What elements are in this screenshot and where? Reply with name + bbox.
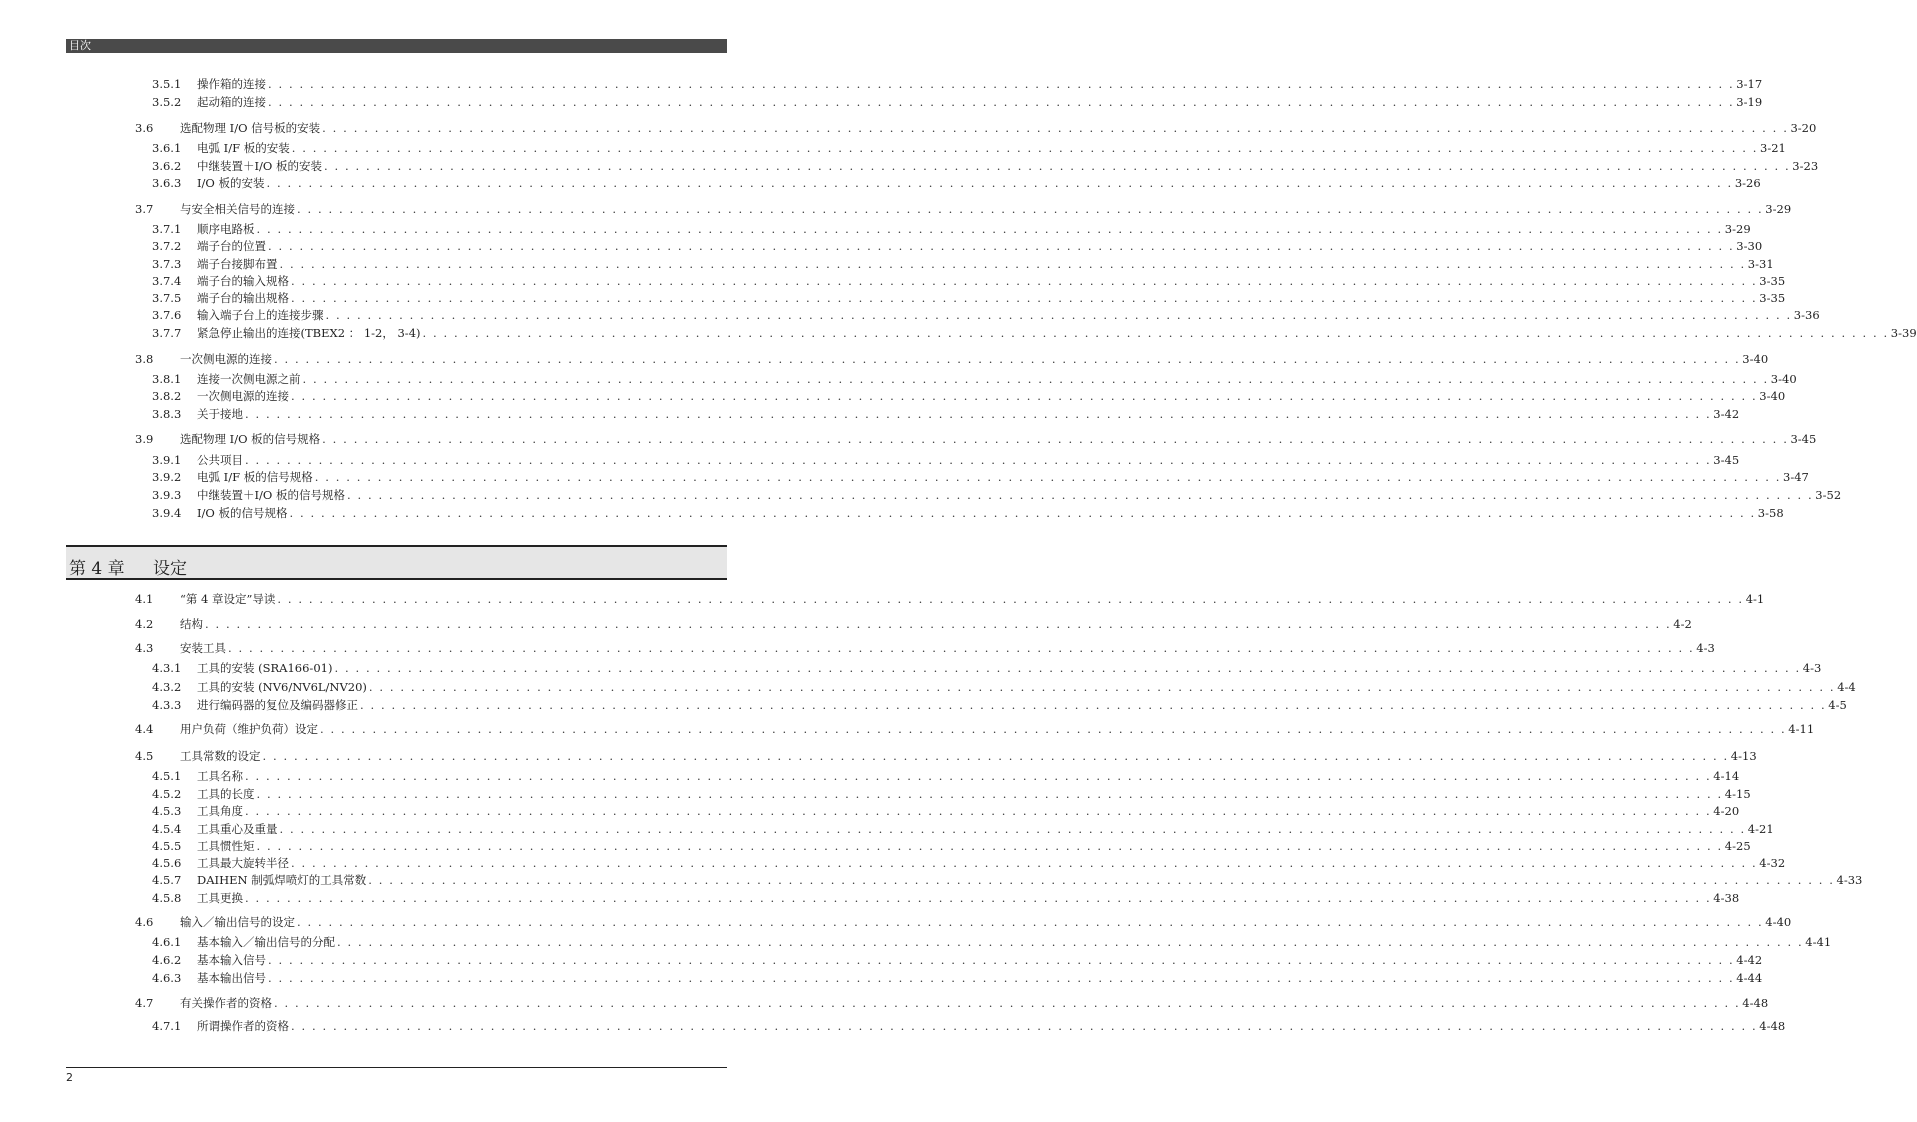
toc-entry-title: 关于接地 bbox=[197, 407, 243, 421]
toc-entry-number: 4.5.1 bbox=[152, 769, 182, 783]
toc-entry-title: 工具角度 bbox=[197, 804, 243, 818]
toc-entry[interactable] bbox=[152, 141, 1786, 155]
toc-entry[interactable] bbox=[135, 202, 1792, 216]
toc-leader-dots: . . . . . . . . . . . . . . . . . . . . . . . . . . . . . . . . . . . . . . . . . . . . . . . . . . . . . . . . . . . . . . . . . . . . . . . . . . . . . . . . . . . . . . . . . . . . . . . . . . . . . . . . . . . . . . . . . . . . . . . . . . . . . . . . . . . . . . . . . . . . bbox=[324, 159, 1791, 173]
toc-entry[interactable] bbox=[152, 291, 1786, 305]
toc-entry[interactable] bbox=[135, 352, 1769, 366]
toc-entry-title: 用户负荷（维护负荷）设定 bbox=[180, 722, 318, 736]
toc-entry-number: 4.6.3 bbox=[152, 971, 182, 985]
toc-entry-page: 3-29 bbox=[1724, 222, 1751, 236]
toc-entry-page: 4-14 bbox=[1713, 769, 1740, 783]
toc-entry[interactable] bbox=[152, 953, 1763, 967]
page-number: 2 bbox=[66, 1071, 73, 1084]
toc-entry-title: 电弧 I/F 板的安装 bbox=[197, 141, 290, 155]
toc-entry-title: 电弧 I/F 板的信号规格 bbox=[197, 470, 313, 484]
toc-leader-dots: . . . . . . . . . . . . . . . . . . . . . . . . . . . . . . . . . . . . . . . . . . . . . . . . . . . . . . . . . . . . . . . . . . . . . . . . . . . . . . . . . . . . . . . . . . . . . . . . . . . . . . . . . . . . . . . . . . . . . . . . . . . . . . . . . . . . . . . . . . . . bbox=[274, 352, 1741, 366]
toc-entry-title: 中继装置＋I/O 板的安装 bbox=[197, 159, 322, 173]
toc-entry-page: 3-30 bbox=[1736, 239, 1763, 253]
toc-leader-dots: . . . . . . . . . . . . . . . . . . . . . . . . . . . . . . . . . . . . . . . . . . . . . . . . . . . . . . . . . . . . . . . . . . . . . . . . . . . . . . . . . . . . . . . . . . . . . . . . . . . . . . . . . . . . . . . . . . . . . . . . . . . . . . . . . . . . . . . . . . . . bbox=[256, 787, 1723, 801]
toc-entry-page: 3-19 bbox=[1736, 95, 1763, 109]
toc-entry-page: 3-17 bbox=[1736, 77, 1763, 91]
toc-entry-number: 3.5.2 bbox=[152, 95, 182, 109]
toc-entry-page: 4-41 bbox=[1805, 935, 1832, 949]
toc-entry-number: 3.7 bbox=[135, 202, 154, 216]
toc-entry[interactable] bbox=[152, 680, 1856, 694]
toc-entry-number: 4.5.4 bbox=[152, 822, 182, 836]
toc-entry-title: 基本输出信号 bbox=[197, 971, 266, 985]
toc-entry-page: 4-21 bbox=[1747, 822, 1774, 836]
toc-entry[interactable] bbox=[152, 891, 1740, 905]
toc-entry-page: 3-40 bbox=[1742, 352, 1769, 366]
toc-leader-dots: . . . . . . . . . . . . . . . . . . . . . . . . . . . . . . . . . . . . . . . . . . . . . . . . . . . . . . . . . . . . . . . . . . . . . . . . . . . . . . . . . . . . . . . . . . . . . . . . . . . . . . . . . . . . . . . . . . . . . . . . . . . . . . . . . . . . . . . . . . . . bbox=[297, 915, 1764, 929]
toc-entry-page: 4-48 bbox=[1759, 1019, 1786, 1033]
toc-entry-title: 紧急停止输出的连接(TBEX2 ： 1-2， 3-4) bbox=[197, 326, 421, 340]
toc-entry-number: 4.3.3 bbox=[152, 698, 182, 712]
toc-entry-title: DAIHEN 制弧焊喷灯的工具常数 bbox=[197, 873, 367, 887]
toc-entry-page: 4-3 bbox=[1802, 661, 1822, 675]
toc-entry-title: “第 4 章设定”导读 bbox=[180, 592, 276, 606]
toc-entry-number: 3.8.3 bbox=[152, 407, 182, 421]
toc-entry[interactable] bbox=[152, 308, 1820, 322]
toc-leader-dots: . . . . . . . . . . . . . . . . . . . . . . . . . . . . . . . . . . . . . . . . . . . . . . . . . . . . . . . . . . . . . . . . . . . . . . . . . . . . . . . . . . . . . . . . . . . . . . . . . . . . . . . . . . . . . . . . . . . . . . . . . . . . . . . . . . . . . . . . . . . . bbox=[279, 822, 1746, 836]
toc-entry-page: 3-36 bbox=[1793, 308, 1820, 322]
toc-entry-title: 连接一次侧电源之前 bbox=[197, 372, 301, 386]
toc-entry-number: 4.2 bbox=[135, 617, 154, 631]
toc-leader-dots: . . . . . . . . . . . . . . . . . . . . . . . . . . . . . . . . . . . . . . . . . . . . . . . . . . . . . . . . . . . . . . . . . . . . . . . . . . . . . . . . . . . . . . . . . . . . . . . . . . . . . . . . . . . . . . . . . . . . . . . . . . . . . . . . . . . . . . . . . . . . bbox=[262, 749, 1729, 763]
toc-entry-title: 进行编码器的复位及编码器修正 bbox=[197, 698, 358, 712]
toc-entry[interactable] bbox=[152, 769, 1740, 783]
toc-leader-dots: . . . . . . . . . . . . . . . . . . . . . . . . . . . . . . . . . . . . . . . . . . . . . . . . . . . . . . . . . . . . . . . . . . . . . . . . . . . . . . . . . . . . . . . . . . . . . . . . . . . . . . . . . . . . . . . . . . . . . . . . . . . . . . . . . . . . . . . . . . . . bbox=[337, 935, 1804, 949]
toc-entry-title: 结构 bbox=[180, 617, 203, 631]
toc-entry-number: 4.7.1 bbox=[152, 1019, 182, 1033]
toc-entry[interactable] bbox=[152, 159, 1819, 173]
toc-entry-title: 操作箱的连接 bbox=[197, 77, 266, 91]
toc-entry-page: 4-33 bbox=[1836, 873, 1863, 887]
toc-entry-page: 4-11 bbox=[1788, 722, 1815, 736]
toc-entry-number: 4.7 bbox=[135, 996, 154, 1010]
toc-entry[interactable] bbox=[152, 822, 1774, 836]
toc-entry[interactable] bbox=[135, 722, 1815, 736]
chapter-heading bbox=[66, 545, 727, 580]
toc-entry[interactable] bbox=[135, 996, 1769, 1010]
toc-entry-page: 3-45 bbox=[1713, 453, 1740, 467]
toc-entry-number: 3.7.6 bbox=[152, 308, 182, 322]
toc-entry-page: 3-39 bbox=[1890, 326, 1917, 340]
toc-entry-title: 输入／输出信号的设定 bbox=[180, 915, 295, 929]
toc-leader-dots: . . . . . . . . . . . . . . . . . . . . . . . . . . . . . . . . . . . . . . . . . . . . . . . . . . . . . . . . . . . . . . . . . . . . . . . . . . . . . . . . . . . . . . . . . . . . . . . . . . . . . . . . . . . . . . . . . . . . . . . . . . . . . . . . . . . . . . . . . . . . bbox=[322, 121, 1789, 135]
toc-entry-title: 公共项目 bbox=[197, 453, 243, 467]
toc-leader-dots: . . . . . . . . . . . . . . . . . . . . . . . . . . . . . . . . . . . . . . . . . . . . . . . . . . . . . . . . . . . . . . . . . . . . . . . . . . . . . . . . . . . . . . . . . . . . . . . . . . . . . . . . . . . . . . . . . . . . . . . . . . . . . . . . . . . . . . . . . . . . bbox=[325, 308, 1792, 322]
toc-leader-dots: . . . . . . . . . . . . . . . . . . . . . . . . . . . . . . . . . . . . . . . . . . . . . . . . . . . . . . . . . . . . . . . . . . . . . . . . . . . . . . . . . . . . . . . . . . . . . . . . . . . . . . . . . . . . . . . . . . . . . . . . . . . . . . . . . . . . . . . . . . . . bbox=[268, 77, 1735, 91]
toc-leader-dots: . . . . . . . . . . . . . . . . . . . . . . . . . . . . . . . . . . . . . . . . . . . . . . . . . . . . . . . . . . . . . . . . . . . . . . . . . . . . . . . . . . . . . . . . . . . . . . . . . . . . . . . . . . . . . . . . . . . . . . . . . . . . . . . . . . . . . . . . . . . . bbox=[297, 202, 1764, 216]
toc-entry-number: 4.5 bbox=[135, 749, 154, 763]
toc-entry-number: 3.5.1 bbox=[152, 77, 182, 91]
toc-entry-page: 3-47 bbox=[1783, 470, 1809, 484]
toc-leader-dots: . . . . . . . . . . . . . . . . . . . . . . . . . . . . . . . . . . . . . . . . . . . . . . . . . . . . . . . . . . . . . . . . . . . . . . . . . . . . . . . . . . . . . . . . . . . . . . . . . . . . . . . . . . . . . . . . . . . . . . . . . . . . . . . . . . . . . . . . . . . . bbox=[245, 769, 1712, 783]
toc-entry[interactable] bbox=[135, 749, 1757, 763]
toc-entry-page: 4-3 bbox=[1696, 641, 1715, 655]
toc-entry-number: 4.6.2 bbox=[152, 953, 182, 967]
toc-entry-number: 4.5.6 bbox=[152, 856, 182, 870]
toc-entry-page: 3-35 bbox=[1759, 274, 1786, 288]
toc-leader-dots: . . . . . . . . . . . . . . . . . . . . . . . . . . . . . . . . . . . . . . . . . . . . . . . . . . . . . . . . . . . . . . . . . . . . . . . . . . . . . . . . . . . . . . . . . . . . . . . . . . . . . . . . . . . . . . . . . . . . . . . . . . . . . . . . . . . . . . . . . . . . bbox=[256, 222, 1723, 236]
toc-leader-dots: . . . . . . . . . . . . . . . . . . . . . . . . . . . . . . . . . . . . . . . . . . . . . . . . . . . . . . . . . . . . . . . . . . . . . . . . . . . . . . . . . . . . . . . . . . . . . . . . . . . . . . . . . . . . . . . . . . . . . . . . . . . . . . . . . . . . . . . . . . . . bbox=[245, 407, 1712, 421]
toc-entry-page: 3-45 bbox=[1790, 432, 1817, 446]
toc-entry[interactable] bbox=[152, 839, 1751, 853]
toc-entry-page: 4-38 bbox=[1713, 891, 1740, 905]
toc-entry-number: 4.3 bbox=[135, 641, 154, 655]
toc-leader-dots: . . . . . . . . . . . . . . . . . . . . . . . . . . . . . . . . . . . . . . . . . . . . . . . . . . . . . . . . . . . . . . . . . . . . . . . . . . . . . . . . . . . . . . . . . . . . . . . . . . . . . . . . . . . . . . . . . . . . . . . . . . . . . . . . . . . . . . . . . . . . bbox=[291, 1019, 1758, 1033]
toc-entry-number: 3.9 bbox=[135, 432, 154, 446]
toc-leader-dots: . . . . . . . . . . . . . . . . . . . . . . . . . . . . . . . . . . . . . . . . . . . . . . . . . . . . . . . . . . . . . . . . . . . . . . . . . . . . . . . . . . . . . . . . . . . . . . . . . . . . . . . . . . . . . . . . . . . . . . . . . . . . . . . . . . . . . . . . . . . . bbox=[245, 453, 1712, 467]
toc-entry-title: 安装工具 bbox=[180, 641, 226, 655]
toc-entry-page: 4-4 bbox=[1837, 680, 1856, 694]
toc-entry[interactable] bbox=[135, 592, 1765, 606]
toc-entry[interactable] bbox=[152, 239, 1763, 253]
toc-entry-page: 3-21 bbox=[1760, 141, 1786, 155]
toc-entry-page: 3-26 bbox=[1734, 176, 1761, 190]
toc-leader-dots: . . . . . . . . . . . . . . . . . . . . . . . . . . . . . . . . . . . . . . . . . . . . . . . . . . . . . . . . . . . . . . . . . . . . . . . . . . . . . . . . . . . . . . . . . . . . . . . . . . . . . . . . . . . . . . . . . . . . . . . . . . . . . . . . . . . . . . . . . . . . bbox=[320, 722, 1787, 736]
toc-entry-title: 起动箱的连接 bbox=[197, 95, 266, 109]
toc-leader-dots: . . . . . . . . . . . . . . . . . . . . . . . . . . . . . . . . . . . . . . . . . . . . . . . . . . . . . . . . . . . . . . . . . . . . . . . . . . . . . . . . . . . . . . . . . . . . . . . . . . . . . . . . . . . . . . . . . . . . . . . . . . . . . . . . . . . . . . . . . . . . bbox=[291, 389, 1758, 403]
toc-entry[interactable] bbox=[152, 326, 1917, 340]
toc-entry-number: 3.6.1 bbox=[152, 141, 182, 155]
toc-entry-number: 3.7.7 bbox=[152, 326, 182, 340]
toc-entry-title: 端子台的输出规格 bbox=[197, 291, 289, 305]
toc-entry-number: 3.8.1 bbox=[152, 372, 182, 386]
toc-leader-dots: . . . . . . . . . . . . . . . . . . . . . . . . . . . . . . . . . . . . . . . . . . . . . . . . . . . . . . . . . . . . . . . . . . . . . . . . . . . . . . . . . . . . . . . . . . . . . . . . . . . . . . . . . . . . . . . . . . . . . . . . . . . . . . . . . . . . . . . . . . . . bbox=[291, 141, 1759, 155]
toc-entry-number: 3.7.5 bbox=[152, 291, 182, 305]
toc-entry[interactable] bbox=[152, 453, 1740, 467]
toc-entry-number: 4.6.1 bbox=[152, 935, 182, 949]
toc-entry[interactable] bbox=[152, 804, 1740, 818]
toc-entry[interactable] bbox=[152, 77, 1763, 91]
toc-leader-dots: . . . . . . . . . . . . . . . . . . . . . . . . . . . . . . . . . . . . . . . . . . . . . . . . . . . . . . . . . . . . . . . . . . . . . . . . . . . . . . . . . . . . . . . . . . . . . . . . . . . . . . . . . . . . . . . . . . . . . . . . . . . . . . . . . . . . . . . . . . . . bbox=[228, 641, 1695, 655]
toc-entry-title: 基本输入信号 bbox=[197, 953, 266, 967]
toc-leader-dots: . . . . . . . . . . . . . . . . . . . . . . . . . . . . . . . . . . . . . . . . . . . . . . . . . . . . . . . . . . . . . . . . . . . . . . . . . . . . . . . . . . . . . . . . . . . . . . . . . . . . . . . . . . . . . . . . . . . . . . . . . . . . . . . . . . . . . . . . . . . . bbox=[268, 95, 1735, 109]
toc-entry-page: 3-42 bbox=[1713, 407, 1740, 421]
toc-entry-page: 3-20 bbox=[1790, 121, 1817, 135]
toc-entry-page: 4-25 bbox=[1724, 839, 1751, 853]
toc-entry[interactable] bbox=[152, 661, 1822, 675]
toc-entry-title: 工具名称 bbox=[197, 769, 243, 783]
page-header-bar bbox=[66, 39, 727, 53]
toc-entry[interactable] bbox=[152, 971, 1763, 985]
toc-entry-title: 与安全相关信号的连接 bbox=[180, 202, 295, 216]
toc-entry-title: 选配物理 I/O 信号板的安装 bbox=[180, 121, 321, 135]
toc-leader-dots: . . . . . . . . . . . . . . . . . . . . . . . . . . . . . . . . . . . . . . . . . . . . . . . . . . . . . . . . . . . . . . . . . . . . . . . . . . . . . . . . . . . . . . . . . . . . . . . . . . . . . . . . . . . . . . . . . . . . . . . . . . . . . . . . . . . . . . . . . . . . bbox=[289, 506, 1756, 520]
toc-entry-title: 工具更换 bbox=[197, 891, 243, 905]
toc-entry-page: 3-40 bbox=[1770, 372, 1797, 386]
toc-entry[interactable] bbox=[152, 389, 1786, 403]
toc-entry[interactable] bbox=[135, 617, 1692, 631]
toc-leader-dots: . . . . . . . . . . . . . . . . . . . . . . . . . . . . . . . . . . . . . . . . . . . . . . . . . . . . . . . . . . . . . . . . . . . . . . . . . . . . . . . . . . . . . . . . . . . . . . . . . . . . . . . . . . . . . . . . . . . . . . . . . . . . . . . . . . . . . . . . . . . . bbox=[291, 274, 1758, 288]
toc-entry[interactable] bbox=[152, 488, 1842, 502]
toc-entry[interactable] bbox=[152, 856, 1786, 870]
toc-entry[interactable] bbox=[152, 95, 1763, 109]
toc-entry-page: 3-35 bbox=[1759, 291, 1786, 305]
toc-entry[interactable] bbox=[152, 698, 1847, 712]
toc-entry-number: 3.7.2 bbox=[152, 239, 182, 253]
toc-entry-page: 4-1 bbox=[1745, 592, 1765, 606]
toc-entry[interactable] bbox=[135, 432, 1817, 446]
toc-leader-dots: . . . . . . . . . . . . . . . . . . . . . . . . . . . . . . . . . . . . . . . . . . . . . . . . . . . . . . . . . . . . . . . . . . . . . . . . . . . . . . . . . . . . . . . . . . . . . . . . . . . . . . . . . . . . . . . . . . . . . . . . . . . . . . . . . . . . . . . . . . . . bbox=[268, 953, 1735, 967]
toc-entry-title: 一次侧电源的连接 bbox=[180, 352, 272, 366]
toc-entry-page: 3-58 bbox=[1757, 506, 1784, 520]
toc-leader-dots: . . . . . . . . . . . . . . . . . . . . . . . . . . . . . . . . . . . . . . . . . . . . . . . . . . . . . . . . . . . . . . . . . . . . . . . . . . . . . . . . . . . . . . . . . . . . . . . . . . . . . . . . . . . . . . . . . . . . . . . . . . . . . . . . . . . . . . . . . . . . bbox=[274, 996, 1741, 1010]
toc-entry-number: 4.5.8 bbox=[152, 891, 182, 905]
toc-entry[interactable] bbox=[135, 641, 1715, 655]
toc-leader-dots: . . . . . . . . . . . . . . . . . . . . . . . . . . . . . . . . . . . . . . . . . . . . . . . . . . . . . . . . . . . . . . . . . . . . . . . . . . . . . . . . . . . . . . . . . . . . . . . . . . . . . . . . . . . . . . . . . . . . . . . . . . . . . . . . . . . . . . . . . . . . bbox=[277, 592, 1744, 606]
toc-entry-title: 工具重心及重量 bbox=[197, 822, 278, 836]
toc-entry-title: 一次侧电源的连接 bbox=[197, 389, 289, 403]
toc-entry[interactable] bbox=[152, 935, 1832, 949]
toc-entry-title: 基本输入／输出信号的分配 bbox=[197, 935, 335, 949]
toc-leader-dots: . . . . . . . . . . . . . . . . . . . . . . . . . . . . . . . . . . . . . . . . . . . . . . . . . . . . . . . . . . . . . . . . . . . . . . . . . . . . . . . . . . . . . . . . . . . . . . . . . . . . . . . . . . . . . . . . . . . . . . . . . . . . . . . . . . . . . . . . . . . . bbox=[256, 839, 1723, 853]
toc-leader-dots: . . . . . . . . . . . . . . . . . . . . . . . . . . . . . . . . . . . . . . . . . . . . . . . . . . . . . . . . . . . . . . . . . . . . . . . . . . . . . . . . . . . . . . . . . . . . . . . . . . . . . . . . . . . . . . . . . . . . . . . . . . . . . . . . . . . . . . . . . . . . bbox=[368, 680, 1836, 694]
toc-entry-number: 4.3.1 bbox=[152, 661, 182, 675]
toc-entry[interactable] bbox=[152, 222, 1751, 236]
toc-entry-title: 选配物理 I/O 板的信号规格 bbox=[180, 432, 321, 446]
toc-entry-title: 端子台的输入规格 bbox=[197, 274, 289, 288]
toc-entry-page: 4-42 bbox=[1736, 953, 1763, 967]
toc-entry[interactable] bbox=[152, 274, 1786, 288]
toc-entry[interactable] bbox=[135, 915, 1792, 929]
toc-entry-page: 4-44 bbox=[1736, 971, 1763, 985]
toc-entry-title: 输入端子台上的连接步骤 bbox=[197, 308, 324, 322]
toc-entry-title: 中继装置＋I/O 板的信号规格 bbox=[197, 488, 345, 502]
toc-leader-dots: . . . . . . . . . . . . . . . . . . . . . . . . . . . . . . . . . . . . . . . . . . . . . . . . . . . . . . . . . . . . . . . . . . . . . . . . . . . . . . . . . . . . . . . . . . . . . . . . . . . . . . . . . . . . . . . . . . . . . . . . . . . . . . . . . . . . . . . . . . . . bbox=[422, 326, 1889, 340]
toc-leader-dots: . . . . . . . . . . . . . . . . . . . . . . . . . . . . . . . . . . . . . . . . . . . . . . . . . . . . . . . . . . . . . . . . . . . . . . . . . . . . . . . . . . . . . . . . . . . . . . . . . . . . . . . . . . . . . . . . . . . . . . . . . . . . . . . . . . . . . . . . . . . . bbox=[266, 176, 1733, 190]
toc-leader-dots: . . . . . . . . . . . . . . . . . . . . . . . . . . . . . . . . . . . . . . . . . . . . . . . . . . . . . . . . . . . . . . . . . . . . . . . . . . . . . . . . . . . . . . . . . . . . . . . . . . . . . . . . . . . . . . . . . . . . . . . . . . . . . . . . . . . . . . . . . . . . bbox=[291, 856, 1758, 870]
toc-entry-title: I/O 板的信号规格 bbox=[197, 506, 288, 520]
toc-entry-number: 3.6 bbox=[135, 121, 154, 135]
toc-leader-dots: . . . . . . . . . . . . . . . . . . . . . . . . . . . . . . . . . . . . . . . . . . . . . . . . . . . . . . . . . . . . . . . . . . . . . . . . . . . . . . . . . . . . . . . . . . . . . . . . . . . . . . . . . . . . . . . . . . . . . . . . . . . . . . . . . . . . . . . . . . . . bbox=[245, 891, 1712, 905]
toc-leader-dots: . . . . . . . . . . . . . . . . . . . . . . . . . . . . . . . . . . . . . . . . . . . . . . . . . . . . . . . . . . . . . . . . . . . . . . . . . . . . . . . . . . . . . . . . . . . . . . . . . . . . . . . . . . . . . . . . . . . . . . . . . . . . . . . . . . . . . . . . . . . . bbox=[245, 804, 1712, 818]
toc-entry-page: 4-15 bbox=[1724, 787, 1751, 801]
toc-entry-page: 4-13 bbox=[1730, 749, 1757, 763]
toc-entry-number: 3.9.4 bbox=[152, 506, 182, 520]
toc-entry-number: 4.5.2 bbox=[152, 787, 182, 801]
toc-entry-number: 4.6 bbox=[135, 915, 154, 929]
toc-entry[interactable] bbox=[152, 176, 1761, 190]
toc-entry-number: 4.5.5 bbox=[152, 839, 182, 853]
toc-entry-page: 3-31 bbox=[1747, 257, 1774, 271]
toc-leader-dots: . . . . . . . . . . . . . . . . . . . . . . . . . . . . . . . . . . . . . . . . . . . . . . . . . . . . . . . . . . . . . . . . . . . . . . . . . . . . . . . . . . . . . . . . . . . . . . . . . . . . . . . . . . . . . . . . . . . . . . . . . . . . . . . . . . . . . . . . . . . . bbox=[291, 291, 1758, 305]
toc-entry-title: 端子台的位置 bbox=[197, 239, 266, 253]
toc-entry-number: 3.6.2 bbox=[152, 159, 182, 173]
toc-leader-dots: . . . . . . . . . . . . . . . . . . . . . . . . . . . . . . . . . . . . . . . . . . . . . . . . . . . . . . . . . . . . . . . . . . . . . . . . . . . . . . . . . . . . . . . . . . . . . . . . . . . . . . . . . . . . . . . . . . . . . . . . . . . . . . . . . . . . . . . . . . . . bbox=[347, 488, 1814, 502]
toc-entry-page: 4-48 bbox=[1742, 996, 1769, 1010]
toc-leader-dots: . . . . . . . . . . . . . . . . . . . . . . . . . . . . . . . . . . . . . . . . . . . . . . . . . . . . . . . . . . . . . . . . . . . . . . . . . . . . . . . . . . . . . . . . . . . . . . . . . . . . . . . . . . . . . . . . . . . . . . . . . . . . . . . . . . . . . . . . . . . . bbox=[368, 873, 1835, 887]
toc-entry-title: I/O 板的安装 bbox=[197, 176, 265, 190]
toc-entry[interactable] bbox=[152, 873, 1863, 887]
toc-entry[interactable] bbox=[152, 257, 1774, 271]
toc-entry-title: 工具的安装 (SRA166-01) bbox=[197, 661, 333, 675]
toc-leader-dots: . . . . . . . . . . . . . . . . . . . . . . . . . . . . . . . . . . . . . . . . . . . . . . . . . . . . . . . . . . . . . . . . . . . . . . . . . . . . . . . . . . . . . . . . . . . . . . . . . . . . . . . . . . . . . . . . . . . . . . . . . . . . . . . . . . . . . . . . . . . . bbox=[268, 971, 1735, 985]
toc-entry-page: 4-5 bbox=[1828, 698, 1847, 712]
toc-entry-page: 3-29 bbox=[1765, 202, 1792, 216]
toc-entry-page: 4-32 bbox=[1759, 856, 1786, 870]
toc-leader-dots: . . . . . . . . . . . . . . . . . . . . . . . . . . . . . . . . . . . . . . . . . . . . . . . . . . . . . . . . . . . . . . . . . . . . . . . . . . . . . . . . . . . . . . . . . . . . . . . . . . . . . . . . . . . . . . . . . . . . . . . . . . . . . . . . . . . . . . . . . . . . bbox=[360, 698, 1827, 712]
toc-entry-page: 4-20 bbox=[1713, 804, 1740, 818]
toc-entry[interactable] bbox=[152, 372, 1797, 386]
toc-entry-number: 3.7.3 bbox=[152, 257, 182, 271]
toc-entry-page: 3-40 bbox=[1759, 389, 1786, 403]
toc-entry-number: 4.5.7 bbox=[152, 873, 182, 887]
toc-entry-page: 4-40 bbox=[1765, 915, 1792, 929]
toc-entry-number: 3.9.1 bbox=[152, 453, 182, 467]
toc-entry-title: 工具常数的设定 bbox=[180, 749, 261, 763]
toc-entry-title: 工具惯性矩 bbox=[197, 839, 255, 853]
toc-leader-dots: . . . . . . . . . . . . . . . . . . . . . . . . . . . . . . . . . . . . . . . . . . . . . . . . . . . . . . . . . . . . . . . . . . . . . . . . . . . . . . . . . . . . . . . . . . . . . . . . . . . . . . . . . . . . . . . . . . . . . . . . . . . . . . . . . . . . . . . . . . . . bbox=[302, 372, 1769, 386]
toc-entry[interactable] bbox=[135, 121, 1817, 135]
toc-entry[interactable] bbox=[152, 787, 1751, 801]
toc-entry-number: 3.8 bbox=[135, 352, 154, 366]
chapter-number: 第 4 章 bbox=[69, 559, 125, 579]
toc-entry[interactable] bbox=[152, 1019, 1786, 1033]
toc-entry-title: 工具最大旋转半径 bbox=[197, 856, 289, 870]
toc-entry-number: 4.5.3 bbox=[152, 804, 182, 818]
toc-leader-dots: . . . . . . . . . . . . . . . . . . . . . . . . . . . . . . . . . . . . . . . . . . . . . . . . . . . . . . . . . . . . . . . . . . . . . . . . . . . . . . . . . . . . . . . . . . . . . . . . . . . . . . . . . . . . . . . . . . . . . . . . . . . . . . . . . . . . . . . . . . . . bbox=[314, 470, 1782, 484]
toc-entry-number: 3.7.1 bbox=[152, 222, 182, 236]
toc-entry-page: 3-23 bbox=[1792, 159, 1819, 173]
toc-entry-number: 4.4 bbox=[135, 722, 154, 736]
toc-entry-title: 所谓操作者的资格 bbox=[197, 1019, 289, 1033]
toc-entry[interactable] bbox=[152, 470, 1809, 484]
toc-entry-title: 工具的安装 (NV6/NV6L/NV20) bbox=[197, 680, 367, 694]
toc-entry-number: 3.6.3 bbox=[152, 176, 182, 190]
toc-entry-number: 4.1 bbox=[135, 592, 154, 606]
page-header-title: 目次 bbox=[69, 39, 91, 52]
toc-entry-number: 3.8.2 bbox=[152, 389, 182, 403]
toc-leader-dots: . . . . . . . . . . . . . . . . . . . . . . . . . . . . . . . . . . . . . . . . . . . . . . . . . . . . . . . . . . . . . . . . . . . . . . . . . . . . . . . . . . . . . . . . . . . . . . . . . . . . . . . . . . . . . . . . . . . . . . . . . . . . . . . . . . . . . . . . . . . . bbox=[322, 432, 1789, 446]
toc-entry-title: 工具的长度 bbox=[197, 787, 255, 801]
toc-leader-dots: . . . . . . . . . . . . . . . . . . . . . . . . . . . . . . . . . . . . . . . . . . . . . . . . . . . . . . . . . . . . . . . . . . . . . . . . . . . . . . . . . . . . . . . . . . . . . . . . . . . . . . . . . . . . . . . . . . . . . . . . . . . . . . . . . . . . . . . . . . . . bbox=[205, 617, 1672, 631]
toc-entry-number: 4.3.2 bbox=[152, 680, 182, 694]
toc-entry-number: 3.9.3 bbox=[152, 488, 182, 502]
toc-leader-dots: . . . . . . . . . . . . . . . . . . . . . . . . . . . . . . . . . . . . . . . . . . . . . . . . . . . . . . . . . . . . . . . . . . . . . . . . . . . . . . . . . . . . . . . . . . . . . . . . . . . . . . . . . . . . . . . . . . . . . . . . . . . . . . . . . . . . . . . . . . . . bbox=[268, 239, 1735, 253]
chapter-title: 设定 bbox=[153, 559, 187, 579]
toc-entry-number: 3.7.4 bbox=[152, 274, 182, 288]
toc-leader-dots: . . . . . . . . . . . . . . . . . . . . . . . . . . . . . . . . . . . . . . . . . . . . . . . . . . . . . . . . . . . . . . . . . . . . . . . . . . . . . . . . . . . . . . . . . . . . . . . . . . . . . . . . . . . . . . . . . . . . . . . . . . . . . . . . . . . . . . . . . . . . bbox=[279, 257, 1746, 271]
toc-entry-title: 端子台接脚布置 bbox=[197, 257, 278, 271]
toc-entry-title: 顺序电路板 bbox=[197, 222, 255, 236]
toc-entry[interactable] bbox=[152, 506, 1784, 520]
toc-entry-title: 有关操作者的资格 bbox=[180, 996, 272, 1010]
toc-entry-page: 3-52 bbox=[1815, 488, 1842, 502]
toc-entry[interactable] bbox=[152, 407, 1740, 421]
toc-leader-dots: . . . . . . . . . . . . . . . . . . . . . . . . . . . . . . . . . . . . . . . . . . . . . . . . . . . . . . . . . . . . . . . . . . . . . . . . . . . . . . . . . . . . . . . . . . . . . . . . . . . . . . . . . . . . . . . . . . . . . . . . . . . . . . . . . . . . . . . . . . . . bbox=[334, 661, 1801, 675]
footer-rule bbox=[66, 1067, 727, 1068]
toc-entry-number: 3.9.2 bbox=[152, 470, 182, 484]
toc-entry-page: 4-2 bbox=[1673, 617, 1692, 631]
